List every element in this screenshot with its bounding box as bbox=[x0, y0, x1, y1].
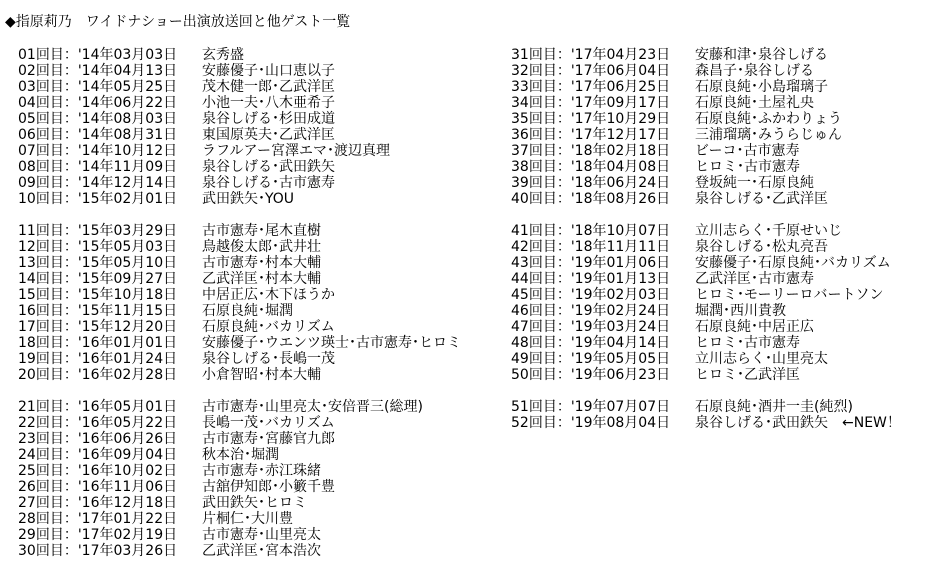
episode-label: 13回目：'15年05月10日 bbox=[18, 255, 178, 271]
episode-guests: ヒロミ･乙武洋匡 bbox=[695, 367, 800, 383]
episode-guests: 石原良純･酒井一圭(純烈) bbox=[695, 399, 853, 415]
episode-guests: 安藤優子･ウエンツ瑛士･古市憲寿･ヒロミ bbox=[202, 335, 461, 351]
episode-guests: 中居正広･木下ほうか bbox=[202, 287, 335, 303]
episode-label: 38回目：'18年04月08日 bbox=[511, 159, 671, 175]
episode-label: 02回目：'14年04月13日 bbox=[18, 63, 178, 79]
episode-guests: 立川志らく･千原せいじ bbox=[695, 223, 842, 239]
episode-guests: 古市憲寿･山里亮太 bbox=[202, 527, 321, 543]
episode-guests: 石原良純･小島瑠璃子 bbox=[695, 79, 828, 95]
episode-guests: 森昌子･泉谷しげる bbox=[695, 63, 814, 79]
episode-label: 19回目：'16年01月24日 bbox=[18, 351, 178, 367]
episode-guests: 石原良純･土屋礼央 bbox=[695, 95, 814, 111]
episode-label: 47回目：'19年03月24日 bbox=[511, 319, 671, 335]
episode-guests: 小池一夫･八木亜希子 bbox=[202, 95, 335, 111]
episode-guests: 古市憲寿･赤江珠緒 bbox=[202, 463, 321, 479]
episode-label: 39回目：'18年06月24日 bbox=[511, 175, 671, 191]
episode-guests: 武田鉄矢･YOU bbox=[202, 191, 295, 207]
episode-guests: 乙武洋匡･村本大輔 bbox=[202, 271, 321, 287]
episode-label: 43回目：'19年01月06日 bbox=[511, 255, 671, 271]
episode-label: 27回目：'16年12月18日 bbox=[18, 495, 178, 511]
episode-label: 11回目：'15年03月29日 bbox=[18, 223, 178, 239]
episode-guests: 三浦瑠璃･みうらじゅん bbox=[695, 127, 842, 143]
episode-guests: 泉谷しげる･長嶋一茂 bbox=[202, 351, 335, 367]
episode-label: 48回目：'19年04月14日 bbox=[511, 335, 671, 351]
episode-label: 34回目：'17年09月17日 bbox=[511, 95, 671, 111]
episode-guests: 片桐仁･大川豊 bbox=[202, 511, 293, 527]
episode-label: 15回目：'15年10月18日 bbox=[18, 287, 178, 303]
episode-guests: 茂木健一郎･乙武洋匡 bbox=[202, 79, 335, 95]
page-title: ◆指原莉乃 ワイドナショー出演放送回と他ゲスト一覧 bbox=[5, 14, 351, 30]
episode-guests: 泉谷しげる･杉田成道 bbox=[202, 111, 335, 127]
episode-label: 12回目：'15年05月03日 bbox=[18, 239, 178, 255]
episode-label: 23回目：'16年06月26日 bbox=[18, 431, 178, 447]
episode-label: 06回目：'14年08月31日 bbox=[18, 127, 178, 143]
episode-label: 37回目：'18年02月18日 bbox=[511, 143, 671, 159]
episode-guests: 乙武洋匡･古市憲寿 bbox=[695, 271, 814, 287]
episode-guests: 石原良純･バカリズム bbox=[202, 319, 335, 335]
episode-guests: 安藤優子･石原良純･バカリズム bbox=[695, 255, 891, 271]
episode-label: 07回目：'14年10月12日 bbox=[18, 143, 178, 159]
episode-guests: 石原良純･中居正広 bbox=[695, 319, 814, 335]
episode-guests: 秋本治･堀潤 bbox=[202, 447, 279, 463]
episode-guests: 泉谷しげる･武田鉄矢 ←NEW！ bbox=[695, 415, 901, 431]
episode-guests: 小倉智昭･村本大輔 bbox=[202, 367, 321, 383]
episode-guests: 古市憲寿･尾木直樹 bbox=[202, 223, 321, 239]
episode-label: 35回目：'17年10月29日 bbox=[511, 111, 671, 127]
episode-guests: ヒロミ･古市憲寿 bbox=[695, 335, 800, 351]
episode-guests: ラフルアー宮澤エマ･渡辺真理 bbox=[202, 143, 391, 159]
episode-label: 21回目：'16年05月01日 bbox=[18, 399, 178, 415]
episode-label: 45回目：'19年02月03日 bbox=[511, 287, 671, 303]
episode-label: 20回目：'16年02月28日 bbox=[18, 367, 178, 383]
episode-label: 49回目：'19年05月05日 bbox=[511, 351, 671, 367]
episode-guests: 石原良純･堀潤 bbox=[202, 303, 293, 319]
episode-label: 44回目：'19年01月13日 bbox=[511, 271, 671, 287]
episode-guests: ビーコ･古市憲寿 bbox=[695, 143, 800, 159]
episode-label: 28回目：'17年01月22日 bbox=[18, 511, 178, 527]
episode-label: 46回目：'19年02月24日 bbox=[511, 303, 671, 319]
episode-label: 16回目：'15年11月15日 bbox=[18, 303, 178, 319]
episode-guests: 泉谷しげる･武田鉄矢 bbox=[202, 159, 335, 175]
episode-label: 24回目：'16年09月04日 bbox=[18, 447, 178, 463]
episode-guests: 東国原英夫･乙武洋匡 bbox=[202, 127, 335, 143]
episode-label: 04回目：'14年06月22日 bbox=[18, 95, 178, 111]
episode-label: 30回目：'17年03月26日 bbox=[18, 543, 178, 559]
episode-label: 50回目：'19年06月23日 bbox=[511, 367, 671, 383]
episode-guests: 古市憲寿･宮藤官九郎 bbox=[202, 431, 335, 447]
episode-guests: ヒロミ･モーリーロバートソン bbox=[695, 287, 884, 303]
episode-label: 33回目：'17年06月25日 bbox=[511, 79, 671, 95]
episode-label: 32回目：'17年06月04日 bbox=[511, 63, 671, 79]
episode-label: 09回目：'14年12月14日 bbox=[18, 175, 178, 191]
episode-label: 18回目：'16年01月01日 bbox=[18, 335, 178, 351]
episode-guests: 安藤和津･泉谷しげる bbox=[695, 47, 828, 63]
episode-label: 05回目：'14年08月03日 bbox=[18, 111, 178, 127]
episode-guests: 武田鉄矢･ヒロミ bbox=[202, 495, 307, 511]
episode-guests: 玄秀盛 bbox=[202, 47, 244, 63]
episode-label: 14回目：'15年09月27日 bbox=[18, 271, 178, 287]
episode-label: 26回目：'16年11月06日 bbox=[18, 479, 178, 495]
episode-label: 41回目：'18年10月07日 bbox=[511, 223, 671, 239]
episode-guests: ヒロミ･古市憲寿 bbox=[695, 159, 800, 175]
episode-guests: 安藤優子･山口恵以子 bbox=[202, 63, 335, 79]
episode-label: 25回目：'16年10月02日 bbox=[18, 463, 178, 479]
episode-guests: 古市憲寿･村本大輔 bbox=[202, 255, 321, 271]
episode-label: 17回目：'15年12月20日 bbox=[18, 319, 178, 335]
episode-guests: 立川志らく･山里亮太 bbox=[695, 351, 828, 367]
episode-label: 40回目：'18年08月26日 bbox=[511, 191, 671, 207]
episode-label: 42回目：'18年11月11日 bbox=[511, 239, 671, 255]
episode-guests: 古市憲寿･山里亮太･安倍晋三(総理) bbox=[202, 399, 423, 415]
episode-label: 01回目：'14年03月03日 bbox=[18, 47, 178, 63]
episode-guests: 登坂純一･石原良純 bbox=[695, 175, 814, 191]
episode-guests: 泉谷しげる･古市憲寿 bbox=[202, 175, 335, 191]
episode-label: 51回目：'19年07月07日 bbox=[511, 399, 671, 415]
episode-guests: 古舘伊知郎･小籔千豊 bbox=[202, 479, 335, 495]
episode-guests: 長嶋一茂･バカリズム bbox=[202, 415, 335, 431]
episode-guests: 乙武洋匡･宮本浩次 bbox=[202, 543, 321, 559]
episode-label: 29回目：'17年02月19日 bbox=[18, 527, 178, 543]
episode-guests: 鳥越俊太郎･武井壮 bbox=[202, 239, 321, 255]
episode-label: 22回目：'16年05月22日 bbox=[18, 415, 178, 431]
episode-label: 52回目：'19年08月04日 bbox=[511, 415, 671, 431]
episode-label: 10回目：'15年02月01日 bbox=[18, 191, 178, 207]
episode-label: 36回目：'17年12月17日 bbox=[511, 127, 671, 143]
episode-label: 03回目：'14年05月25日 bbox=[18, 79, 178, 95]
episode-label: 08回目：'14年11月09日 bbox=[18, 159, 178, 175]
episode-guests: 堀潤･西川貴教 bbox=[695, 303, 786, 319]
episode-guests: 石原良純･ふかわりょう bbox=[695, 111, 842, 127]
episode-label: 31回目：'17年04月23日 bbox=[511, 47, 671, 63]
episode-guests: 泉谷しげる･乙武洋匡 bbox=[695, 191, 828, 207]
episode-guests: 泉谷しげる･松丸亮吾 bbox=[695, 239, 828, 255]
